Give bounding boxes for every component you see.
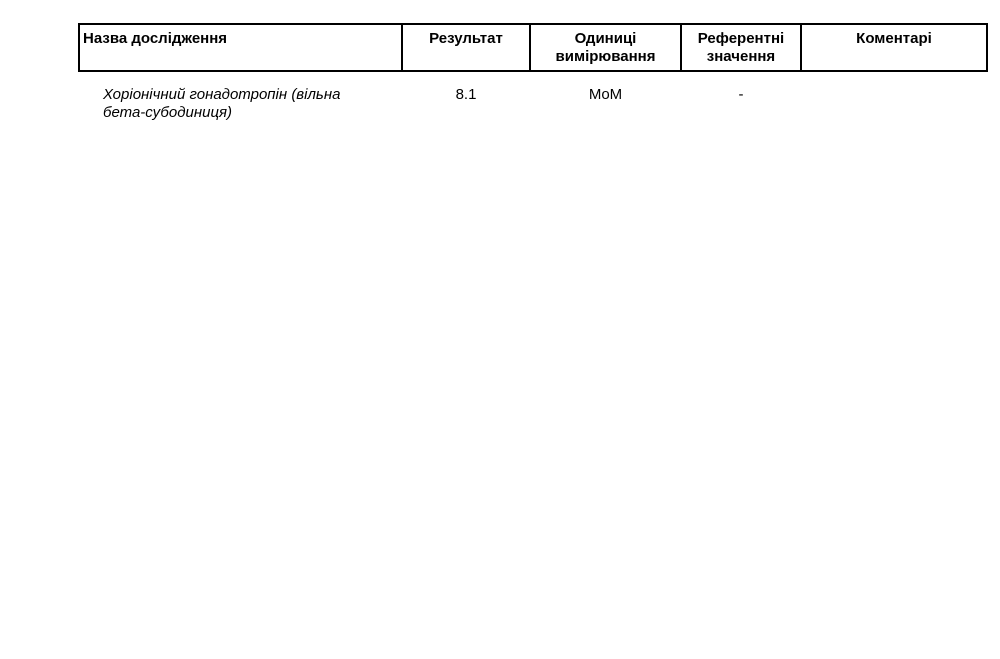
results-table-header — [79, 24, 987, 71]
result-value: 8.1 — [455, 86, 477, 103]
reference-value: - — [738, 86, 744, 103]
header-reference — [681, 24, 801, 71]
header-row — [79, 24, 987, 71]
header-result-label: Результат — [429, 30, 503, 47]
header-test-name — [79, 24, 402, 71]
test-name-line2: бета-субодиниця) — [103, 104, 233, 121]
header-units-label-line2: вимірювання — [555, 48, 656, 65]
header-units — [530, 24, 681, 71]
header-comments-label: Коментарі — [856, 30, 932, 47]
table-row — [79, 71, 987, 122]
header-reference-label-line1: Референтні — [697, 30, 785, 47]
header-test-name-label: Назва дослідження — [83, 30, 228, 47]
reference-cell — [681, 71, 801, 122]
header-units-label-line1: Одиниці — [574, 30, 637, 47]
result-cell — [402, 71, 530, 122]
test-name-cell — [79, 71, 402, 122]
units-value: MoM — [588, 86, 623, 103]
results-table — [78, 23, 988, 122]
results-table-body — [79, 71, 987, 122]
comments-cell — [801, 71, 987, 122]
header-reference-label-line2: значення — [706, 48, 776, 65]
units-cell — [530, 71, 681, 122]
test-name-line1: Хоріонічний гонадотропін (вільна — [103, 86, 341, 103]
header-comments — [801, 24, 987, 71]
header-result — [402, 24, 530, 71]
